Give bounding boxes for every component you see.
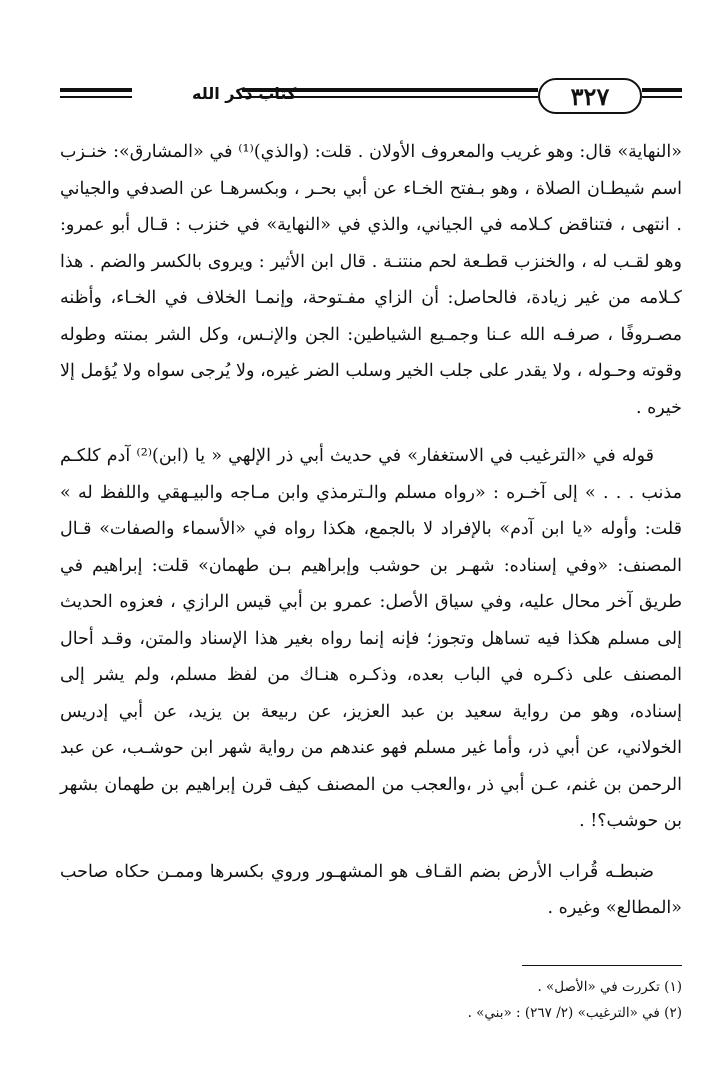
footnote-1: (١) تكررت في «الأصل» . — [537, 979, 682, 995]
page-header — [60, 78, 682, 118]
paragraph-3: ضبطـه قُراب الأرض بضم القـاف هو المشهـور وروي بكسرها وممـن حكاه صاحب «المطالع» وغيره . — [60, 861, 682, 918]
header-rule-mid-bottom — [242, 96, 538, 98]
paragraph-1: «النهاية» قال: وهو غريب والمعروف الأولان . قلت: (والذي)⁽¹⁾ في «المشارق»: خنـزب اسم شيطـان الصلاة ، وهو بـفتح الخـاء عن أبي بحـر ، وبكسرهـا عن الصدفي والجياني . انتهى ، فتناقض كـلامه في الجياني، والذي في «النهاية» في خنزب : قـال أبو عمرو: وهو لقـب له ، والخنزب قطـعة لحم منتنـة . قال ابن الأثير : ويروى بالكسر والضم . هذا كـلامه من غير زيادة، فالحاصل: أن الزاي مفـتوحة، وإنمـا الخلاف في الخـاء، وأظنه مصـروفًا ، صرفـه الله عـنا وجمـيع الشياطين: الجن والإنـس، وكل الشر بمنته وطوله وقوته وحـوله ، ولا يقدر على جلب الخير وسلب الضر غيره، ولا يُرجى سواه ولا يُؤمل إلا خيره . — [60, 142, 682, 418]
book-title: كتاب ذكر الله — [192, 84, 297, 103]
header-rule-right-bottom — [642, 96, 682, 98]
header-rule-right-top — [642, 88, 682, 92]
header-rule-left-bottom — [60, 96, 132, 98]
header-rule-mid-top — [242, 88, 538, 92]
page-number: ٣٢٧ — [570, 81, 610, 111]
footnote-2: (٢) في «الترغيب» (٢/ ٢٦٧) : «بني» . — [467, 1005, 682, 1021]
paragraph-2: قوله في «الترغيب في الاستغفار» في حديث أبي ذر الإلهي « يا (ابن)⁽²⁾ آدم كلكـم مذنب . . . » إلى آخـره : «رواه مسلم والـترمذي وابن مـاجه والبيـهقي واللفظ له » قلت: وأوله «يا ابن آدم» بالإفراد لا بالجمع، هكذا رواه في «الأسماء والصفات» قـال المصنف: «وفي إسناده: شهـر بن حوشب وإبراهيم بـن طهمان» قلت: إبراهيم في طريق آخر محال عليه، وفي سياق الأصل: عمرو بن أبي قيس الرازي ، فعزوه الحديث إلى مسلم هكذا فيه تساهل وتجوز؛ فإنه إنما رواه بغير هذا الإسناد والمتن، وقـد أحال المصنف على ذكـره في الباب بعده، وذكـره هنـاك من لفظ مسلم، ولم يشر إلى إسناده، وهو من رواية سعيد بن عبد العزيز، عن ربيعة بن يزيد، عن أبي إدريس الخولاني، عن أبي ذر، وأما غير مسلم فهو عندهم من رواية شهر ابن حوشـب، عن عبد الرحمن بن غنم، عـن أبي ذر ،والعجب من المصنف كيف قرن إبراهيم بن طهمان بشهر بن حوشب؟! . — [60, 446, 682, 831]
footnotes — [60, 974, 682, 1026]
page-number-badge — [538, 78, 642, 114]
footnote-separator — [522, 965, 682, 966]
main-text — [60, 134, 682, 927]
header-rule-left-top — [60, 88, 132, 92]
